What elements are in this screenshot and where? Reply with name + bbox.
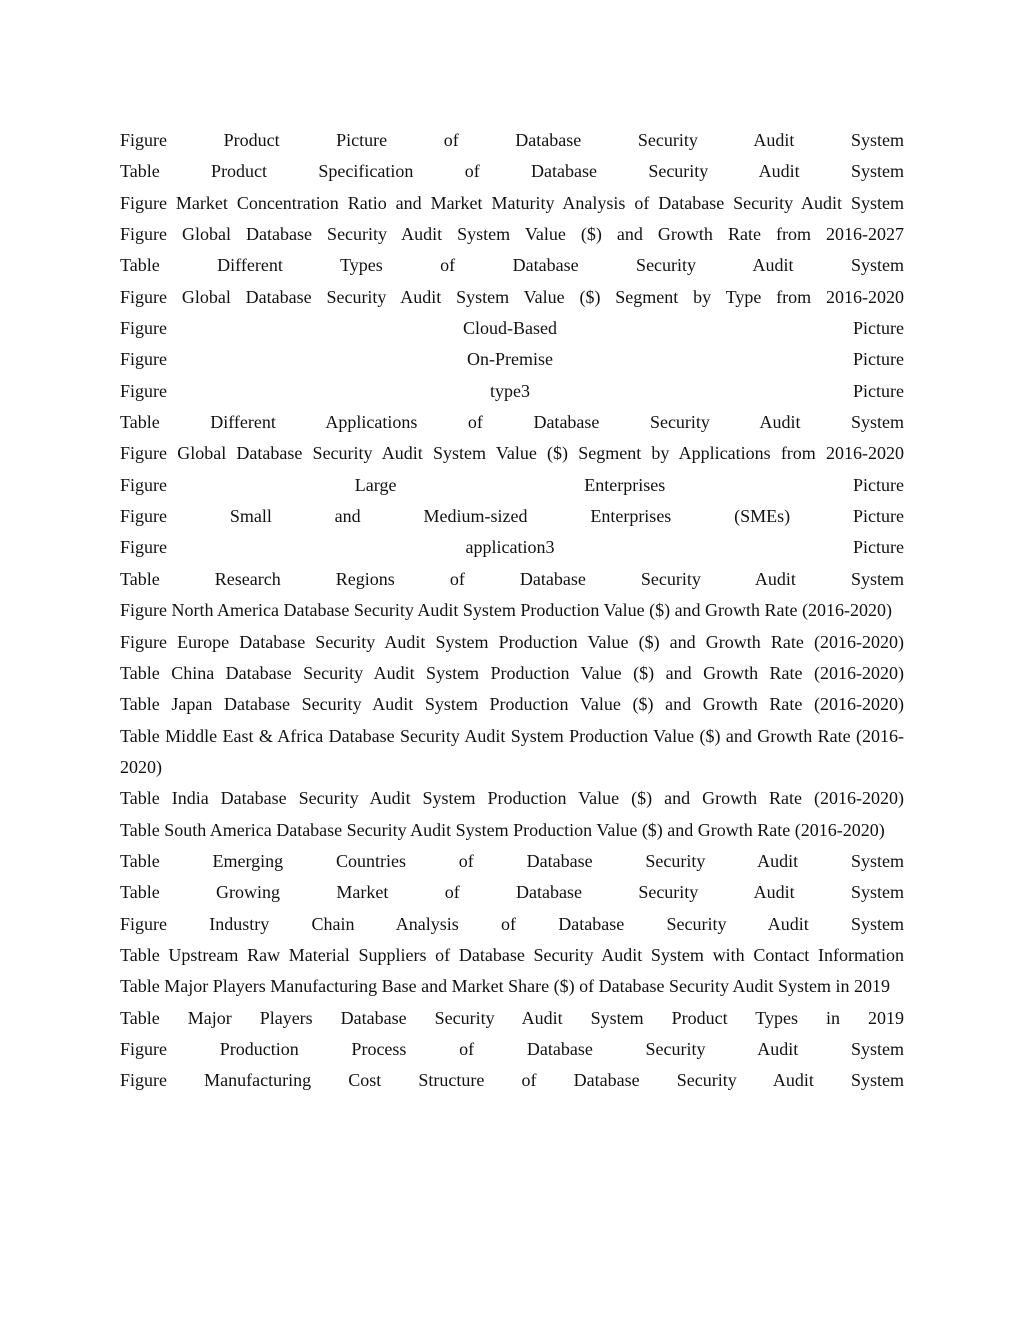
list-item: Table Product Specification of Database Security Audit System (120, 161, 904, 182)
list-item: Table India Database Security Audit System Production Value ($) and Growth Rate (2016-2020) (120, 788, 904, 809)
list-item: Figure Product Picture of Database Security Audit System (120, 130, 904, 150)
list-item: Table Research Regions of Database Security Audit System (120, 568, 904, 589)
document-body (120, 125, 904, 1097)
list-item: Table South America Database Security Audit System Production Value ($) and Growth Rate (2016-2020) (120, 819, 885, 840)
list-item: Figure Global Database Security Audit System Value ($) and Growth Rate from 2016-2027 (120, 224, 904, 245)
list-item: Figure Manufacturing Cost Structure of Database Security Audit System (120, 1070, 904, 1091)
list-item: Figure Large Enterprises Picture (120, 474, 904, 495)
list-item: Figure Industry Chain Analysis of Database Security Audit System (120, 913, 904, 934)
list-item: Figure Europe Database Security Audit System Production Value ($) and Growth Rate (2016-2020) (120, 631, 904, 652)
list-item: Figure On-Premise Picture (120, 349, 904, 370)
list-item: Table Different Types of Database Security Audit System (120, 255, 904, 276)
list-item: Figure Cloud-Based Picture (120, 318, 904, 339)
list-item: Table China Database Security Audit System Production Value ($) and Growth Rate (2016-2020) (120, 662, 904, 683)
list-item: Figure Small and Medium-sized Enterprises (SMEs) Picture (120, 506, 904, 527)
list-item: Figure Market Concentration Ratio and Market Maturity Analysis of Database Security Audit System (120, 192, 904, 213)
list-item: Figure Production Process of Database Security Audit System (120, 1038, 904, 1059)
list-item: Figure type3 Picture (120, 380, 904, 401)
list-item: Figure application3 Picture (120, 537, 904, 558)
list-item: Figure Global Database Security Audit System Value ($) Segment by Applications from 2016-2020 (120, 443, 904, 464)
list-item: Table Growing Market of Database Security Audit System (120, 882, 904, 903)
list-item: Table Different Applications of Database Security Audit System (120, 412, 904, 433)
list-item: Figure North America Database Security Audit System Production Value ($) and Growth Rate (2016-2020) (120, 600, 893, 621)
list-item: Table Japan Database Security Audit System Production Value ($) and Growth Rate (2016-2020) (120, 694, 904, 715)
list-item: Table Major Players Database Security Audit System Product Types in 2019 (120, 1007, 904, 1028)
list-item: Table Upstream Raw Material Suppliers of Database Security Audit System with Contact Information (120, 944, 904, 965)
list-item: Table Major Players Manufacturing Base and Market Share ($) of Database Security Audit System in 2019 (120, 976, 891, 997)
list-item: Table Middle East & Africa Database Security Audit System Production Value ($) and Growth Rate (2016-2020) (120, 725, 904, 777)
list-item: Table Emerging Countries of Database Security Audit System (120, 850, 904, 871)
list-item: Figure Global Database Security Audit System Value ($) Segment by Type from 2016-2020 (120, 286, 904, 307)
